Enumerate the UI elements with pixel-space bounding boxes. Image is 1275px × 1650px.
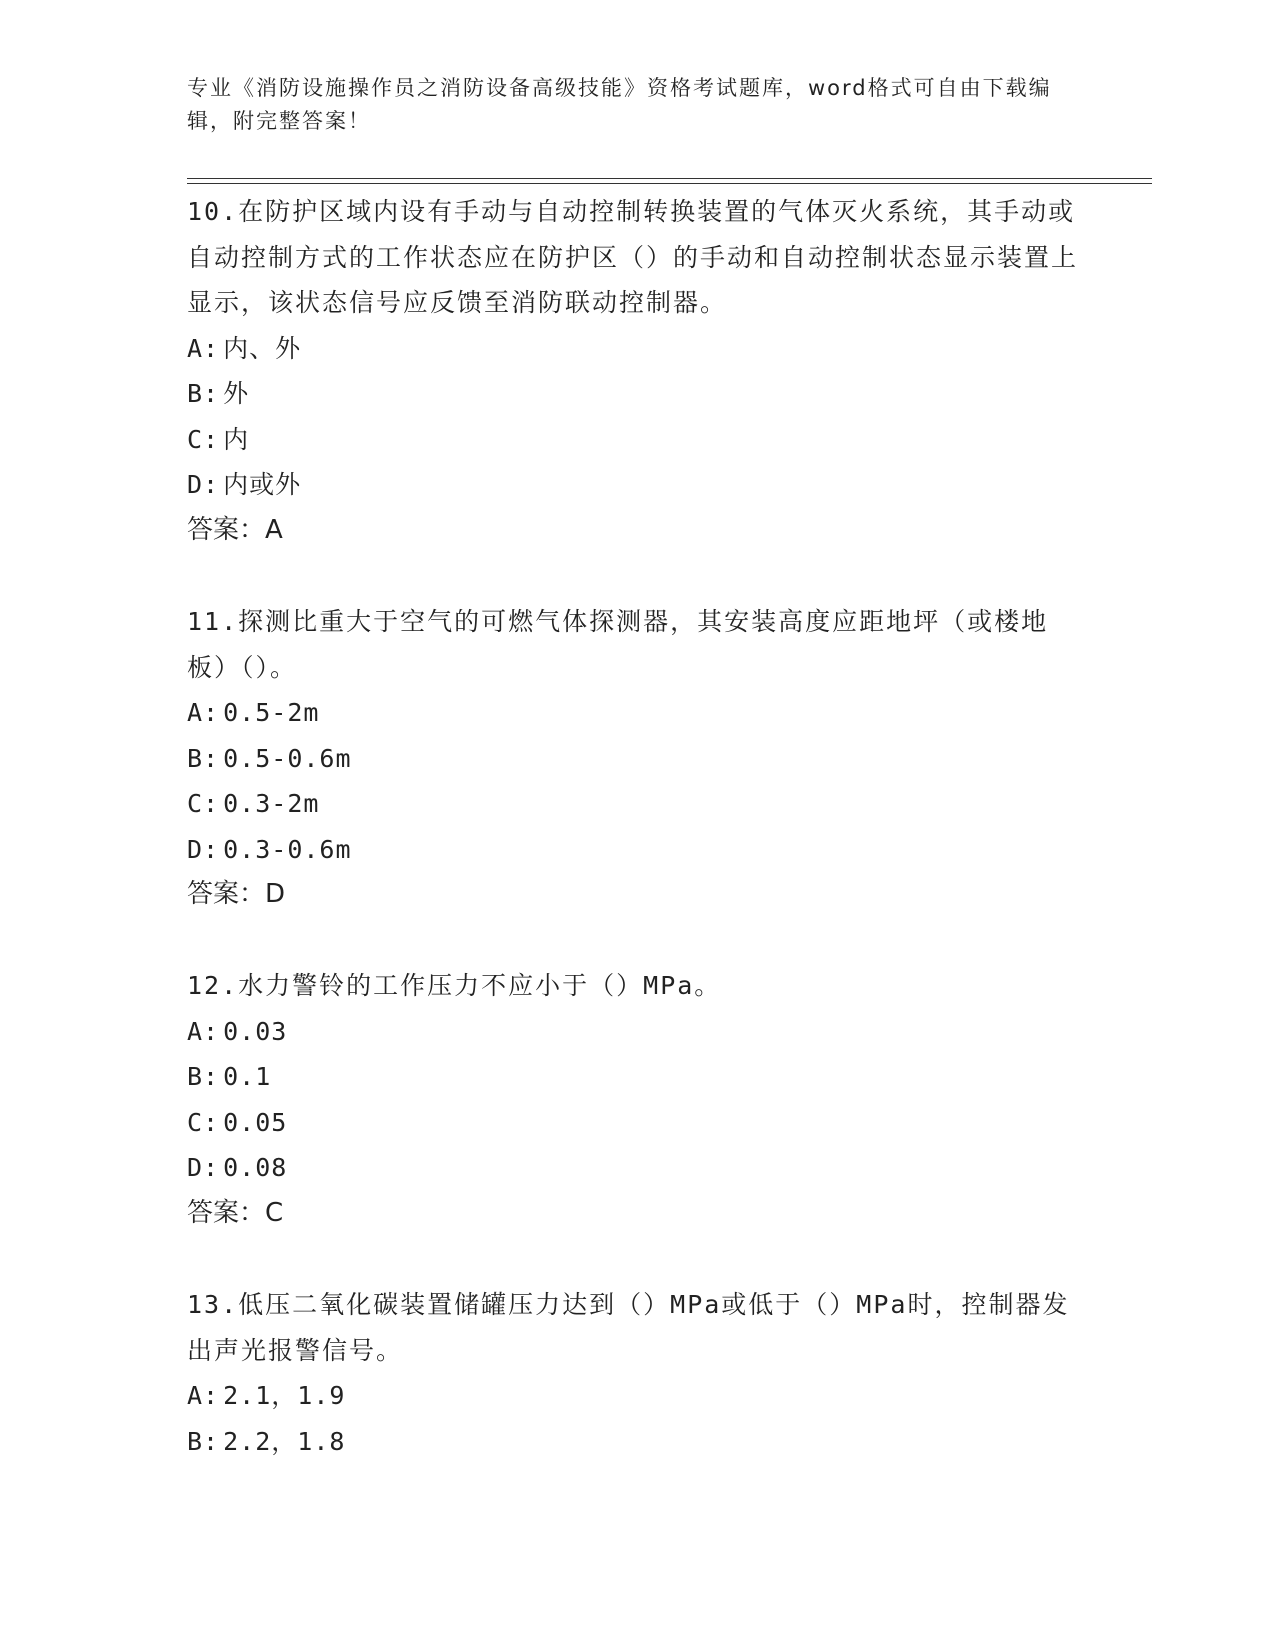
question-text xyxy=(187,189,1087,326)
option-text: 0.5-2m xyxy=(223,698,320,727)
question-text xyxy=(187,599,1087,690)
option-d xyxy=(187,1145,1087,1191)
option-c xyxy=(187,1100,1087,1146)
option-text: 0.08 xyxy=(223,1153,288,1182)
question-number: 12. xyxy=(187,971,239,1000)
option-letter: A: xyxy=(187,1381,220,1410)
question-body: 低压二氧化碳装置储罐压力达到（）MPa或低于（）MPa时，控制器发出声光报警信号。 xyxy=(187,1290,1070,1365)
question-11 xyxy=(187,599,1087,918)
option-a xyxy=(187,326,1087,372)
question-body: 探测比重大于空气的可燃气体探测器，其安装高度应距地坪（或楼地板）（）。 xyxy=(187,607,1049,682)
question-text xyxy=(187,963,1087,1009)
option-letter: B: xyxy=(187,1426,220,1456)
header-divider-line xyxy=(187,178,1152,179)
option-text: 内或外 xyxy=(223,470,302,499)
header-divider-line-2 xyxy=(187,183,1152,184)
option-letter: B: xyxy=(187,379,220,408)
option-text: 2.2，1.8 xyxy=(223,1426,346,1456)
option-letter: B: xyxy=(187,743,220,773)
question-number: 11. xyxy=(187,607,239,636)
option-letter: B: xyxy=(187,1062,220,1091)
option-text: 外 xyxy=(223,379,250,408)
question-12 xyxy=(187,963,1087,1236)
question-13 xyxy=(187,1282,1087,1464)
option-text: 内 xyxy=(223,424,250,454)
option-text: 0.3-0.6m xyxy=(223,834,352,864)
option-text: 0.03 xyxy=(223,1016,288,1046)
option-b xyxy=(187,371,1087,417)
option-letter: A: xyxy=(187,698,220,727)
answer-line: 答案：C xyxy=(187,1197,284,1228)
option-b xyxy=(187,1419,1087,1465)
question-number: 13. xyxy=(187,1290,239,1319)
option-a xyxy=(187,690,1087,736)
option-text: 0.5-0.6m xyxy=(223,743,352,773)
question-text xyxy=(187,1282,1087,1373)
option-text: 0.1 xyxy=(223,1062,272,1091)
option-b xyxy=(187,736,1087,782)
question-number: 10. xyxy=(187,197,239,226)
option-c xyxy=(187,417,1087,463)
option-letter: D: xyxy=(187,834,220,864)
option-letter: D: xyxy=(187,1153,220,1182)
option-b xyxy=(187,1054,1087,1100)
question-body: 在防护区域内设有手动与自动控制转换装置的气体灭火系统，其手动或自动控制方式的工作状态应在防护区（）的手动和自动控制状态显示装置上显示，该状态信号应反馈至消防联动控制器。 xyxy=(187,197,1079,317)
answer-line: 答案：A xyxy=(187,514,283,545)
option-a xyxy=(187,1373,1087,1419)
option-letter: D: xyxy=(187,470,220,499)
question-body: 水力警铃的工作压力不应小于（）MPa。 xyxy=(238,971,722,1000)
option-text: 0.05 xyxy=(223,1107,288,1137)
option-letter: C: xyxy=(187,789,220,818)
option-a xyxy=(187,1009,1087,1055)
option-text: 内、外 xyxy=(223,333,302,363)
option-d xyxy=(187,462,1087,508)
option-text: 0.3-2m xyxy=(223,789,320,818)
answer-line: 答案：D xyxy=(187,879,286,909)
option-text: 2.1，1.9 xyxy=(223,1381,346,1410)
option-c xyxy=(187,781,1087,827)
option-letter: A: xyxy=(187,333,220,363)
option-d xyxy=(187,827,1087,873)
option-letter: C: xyxy=(187,1107,220,1137)
question-10 xyxy=(187,189,1087,553)
option-letter: A: xyxy=(187,1016,220,1046)
document-header-text: 专业《消防设施操作员之消防设备高级技能》资格考试题库，word格式可自由下载编辑，附完整答案！ xyxy=(187,76,1052,133)
option-letter: C: xyxy=(187,424,220,454)
